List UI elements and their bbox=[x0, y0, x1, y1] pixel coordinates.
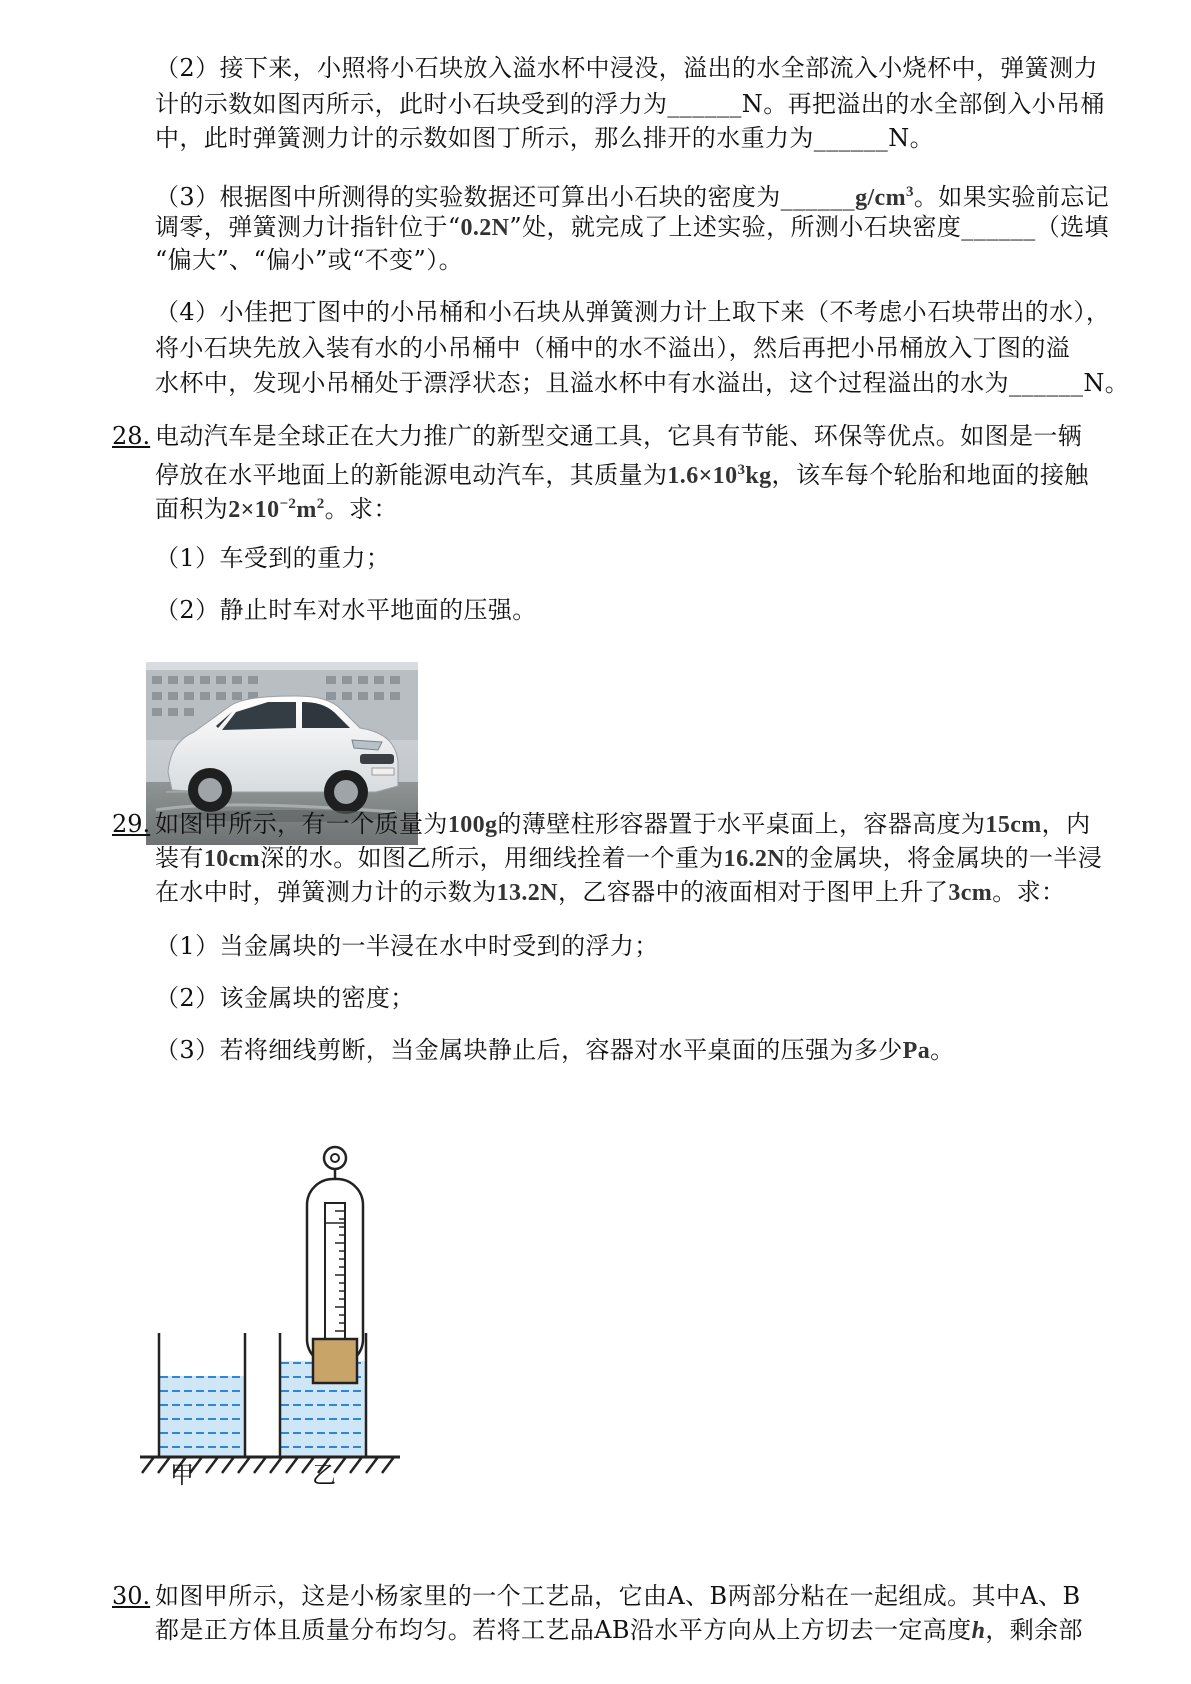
q28-line2 bbox=[155, 454, 1089, 492]
density-unit-exponent: 3 bbox=[906, 184, 914, 200]
q27-part3-text-a: （3）根据图中所测得的实验数据还可算出小石块的密度为______ bbox=[155, 183, 856, 211]
q28-text-a: 停放在水平地面上的新能源电动汽车，其质量为 bbox=[155, 461, 668, 489]
zero-offset-value: 0.2N bbox=[460, 215, 510, 241]
water-depth: 10cm bbox=[203, 846, 261, 872]
q27-part3-line2: 调零，弹簧测力计指针位于“0.2N”处，就完成了上述实验，所测小石块密度______（选填 bbox=[155, 213, 1109, 241]
container-jia bbox=[159, 1333, 245, 1457]
q28-line3 bbox=[155, 488, 398, 526]
scale-reading: 13.2N bbox=[496, 880, 558, 906]
q29-part2: （2）该金属块的密度； bbox=[155, 984, 415, 1012]
q27-part3-text-d: ”处，就完成了上述实验，所测小石块密度______（选填 bbox=[509, 213, 1109, 241]
q30-line1: 如图甲所示，这是小杨家里的一个工艺品，它由A、B两部分粘在一起组成。其中A、B bbox=[155, 1582, 1081, 1610]
q29-text-c: ，内 bbox=[1041, 810, 1091, 838]
q27-part2-line3: 中，此时弹簧测力计的示数如图丁所示，那么排开的水重力为______N。 bbox=[155, 124, 934, 152]
q29-text-f: 的金属块，将金属块的一半浸 bbox=[785, 844, 1103, 872]
q27-part4-line3: 水杯中，发现小吊桶处于漂浮状态；且溢水杯中有水溢出，这个过程溢出的水为______N。 bbox=[155, 369, 1130, 397]
q28-text-c: 面积为 bbox=[155, 495, 229, 523]
q29-text-g: 在水中时，弹簧测力计的示数为 bbox=[155, 878, 497, 906]
q29-part3-text-b: 。 bbox=[930, 1036, 955, 1064]
q28-text-d: 。求： bbox=[324, 495, 398, 523]
q28-part2: （2）静止时车对水平地面的压强。 bbox=[155, 596, 537, 624]
q28-number: 28. bbox=[112, 422, 151, 450]
block-weight: 16.2N bbox=[723, 846, 786, 872]
q29-text-h: ，乙容器中的液面相对于图甲上升了 bbox=[557, 878, 949, 906]
pressure-unit: Pa bbox=[902, 1038, 931, 1064]
level-rise: 3cm bbox=[948, 880, 993, 906]
q29-part3 bbox=[155, 1034, 955, 1067]
contact-area-unit: m bbox=[296, 497, 317, 523]
contact-area-unit-exponent: 2 bbox=[316, 496, 325, 512]
q27-part4-line1: （4）小佳把丁图中的小吊桶和小石块从弹簧测力计上取下来（不考虑小石块带出的水）， bbox=[155, 298, 1111, 326]
car-mass-unit: kg bbox=[745, 463, 772, 489]
car-mass-value: 1.6×10 bbox=[667, 463, 738, 489]
q28-text-b: ，该车每个轮胎和地面的接触 bbox=[771, 461, 1089, 489]
q27-part2-line1: （2）接下来，小照将小石块放入溢水杯中浸没，溢出的水全部流入小烧杯中，弹簧测力 bbox=[155, 54, 1098, 82]
q29-part1: （1）当金属块的一半浸在水中时受到的浮力； bbox=[155, 932, 659, 960]
container-height: 15cm bbox=[985, 812, 1042, 838]
q29-text-d: 装有 bbox=[155, 844, 204, 872]
q29-part3-text-a: （3）若将细线剪断，当金属块静止后，容器对水平桌面的压强为多少 bbox=[155, 1036, 903, 1064]
q28-line1: 电动汽车是全球正在大力推广的新型交通工具，它具有节能、环保等优点。如图是一辆 bbox=[155, 422, 1083, 450]
q27-part3-line1 bbox=[155, 176, 1109, 214]
q29-text-b: 的薄壁柱形容器置于水平桌面上，容器高度为 bbox=[497, 810, 986, 838]
q29-number: 29. bbox=[112, 810, 151, 838]
container-yi bbox=[280, 1333, 366, 1457]
density-unit: g/cm bbox=[855, 185, 906, 211]
q27-part3-text-b: 。如果实验前忘记 bbox=[913, 183, 1110, 211]
q29-line1 bbox=[155, 808, 1090, 841]
contact-area-value: 2×10 bbox=[228, 497, 280, 523]
q27-part3-line3: “偏大”、“偏小”或“不变”）。 bbox=[155, 246, 464, 274]
q27-part4-line2: 将小石块先放入装有水的小吊桶中（桶中的水不溢出），然后再把小吊桶放入丁图的溢 bbox=[155, 334, 1071, 362]
q29-line3 bbox=[155, 876, 1065, 909]
q29-text-a: 如图甲所示，有一个质量为 bbox=[155, 810, 448, 838]
container-mass: 100g bbox=[447, 812, 498, 838]
q29-line2 bbox=[155, 842, 1102, 875]
q30-text-a: 都是正方体且质量分布均匀。若将工艺品AB沿水平方向从上方切去一定高度 bbox=[155, 1616, 972, 1644]
label-yi: 乙 bbox=[312, 1461, 336, 1489]
car-mass-exponent: 3 bbox=[737, 462, 746, 478]
q27-part3-text-c: 调零，弹簧测力计指针位于 bbox=[155, 213, 448, 241]
q27-part2-line2: 计的示数如图丙所示，此时小石块受到的浮力为______N。再把溢出的水全部倒入小吊桶 bbox=[155, 90, 1105, 118]
q29-text-e: 深的水。如图乙所示，用细线拴着一个重为 bbox=[260, 844, 724, 872]
contact-area-exponent: −2 bbox=[279, 496, 297, 512]
metal-block bbox=[313, 1339, 357, 1383]
q28-part1: （1）车受到的重力； bbox=[155, 544, 391, 572]
q30-line2 bbox=[155, 1614, 1083, 1647]
container-diagram bbox=[140, 1143, 440, 1493]
q30-text-b: ，剩余部 bbox=[985, 1616, 1083, 1644]
label-jia: 甲 bbox=[170, 1461, 194, 1489]
q29-text-i: 。求： bbox=[992, 878, 1066, 906]
cut-height-variable: h bbox=[971, 1618, 986, 1644]
q30-number: 30. bbox=[112, 1582, 151, 1610]
